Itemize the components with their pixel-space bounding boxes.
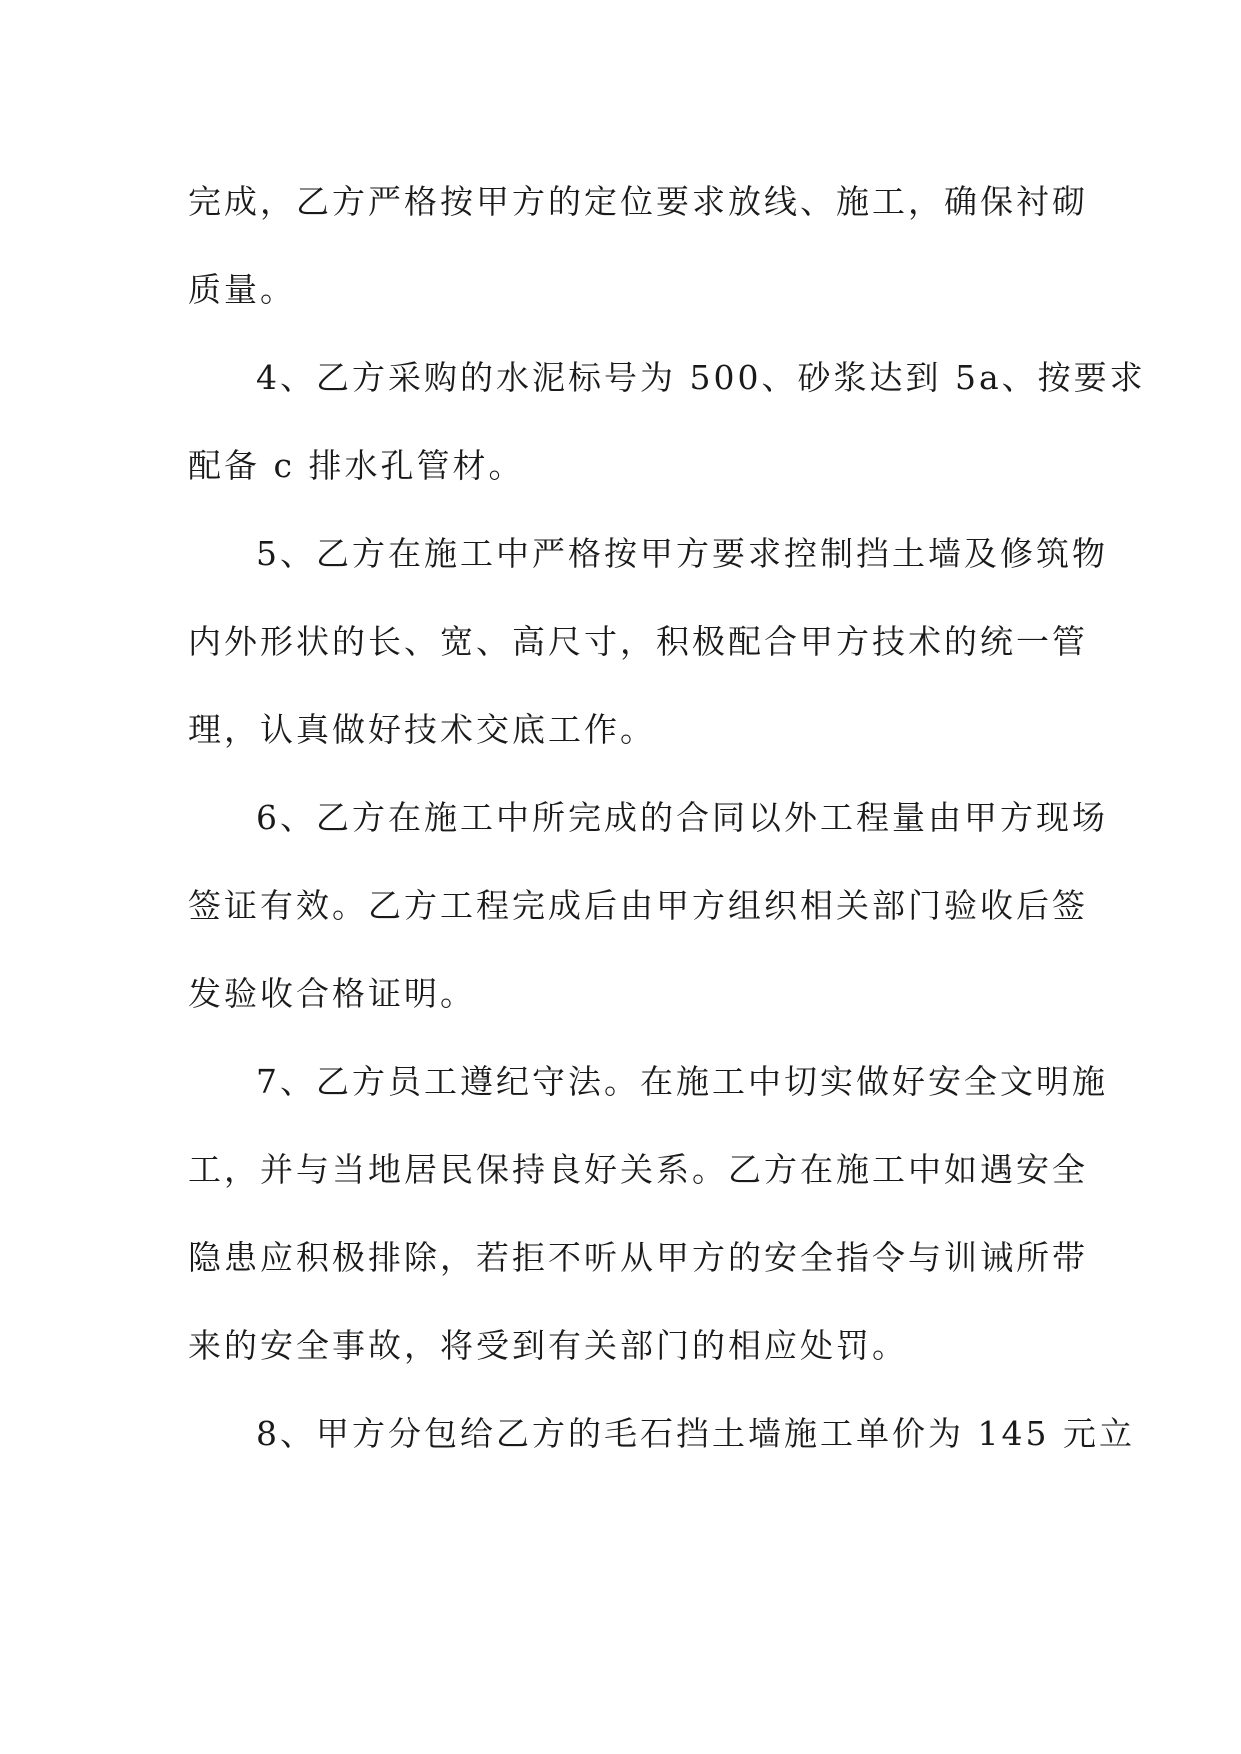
text-line: 签证有效。乙方工程完成后由甲方组织相关部门验收后签 <box>188 886 1088 925</box>
clause-5-line: 5、乙方在施工中严格按甲方要求控制挡土墙及修筑物 <box>256 534 1108 573</box>
clause-6-line: 6、乙方在施工中所完成的合同以外工程量由甲方现场 <box>256 798 1108 837</box>
clause-8-line: 8、甲方分包给乙方的毛石挡土墙施工单价为 145 元立 <box>256 1414 1135 1453</box>
text-line: 质量。 <box>188 270 296 309</box>
clause-7-line: 7、乙方员工遵纪守法。在施工中切实做好安全文明施 <box>256 1062 1108 1101</box>
body-text <box>188 172 1146 1492</box>
text-line: 内外形状的长、宽、高尺寸，积极配合甲方技术的统一管 <box>188 622 1088 661</box>
text-line: 完成，乙方严格按甲方的定位要求放线、施工，确保衬砌 <box>188 182 1088 221</box>
text-line: 来的安全事故，将受到有关部门的相应处罚。 <box>188 1326 908 1365</box>
text-line: 发验收合格证明。 <box>188 974 476 1013</box>
text-line: 工，并与当地居民保持良好关系。乙方在施工中如遇安全 <box>188 1150 1088 1189</box>
text-line: 配备 c 排水孔管材。 <box>188 446 525 485</box>
clause-4-line: 4、乙方采购的水泥标号为 500、砂浆达到 5a、按要求 <box>256 358 1146 397</box>
text-line: 理，认真做好技术交底工作。 <box>188 710 656 749</box>
text-line: 隐患应积极排除，若拒不听从甲方的安全指令与训诫所带 <box>188 1238 1088 1277</box>
